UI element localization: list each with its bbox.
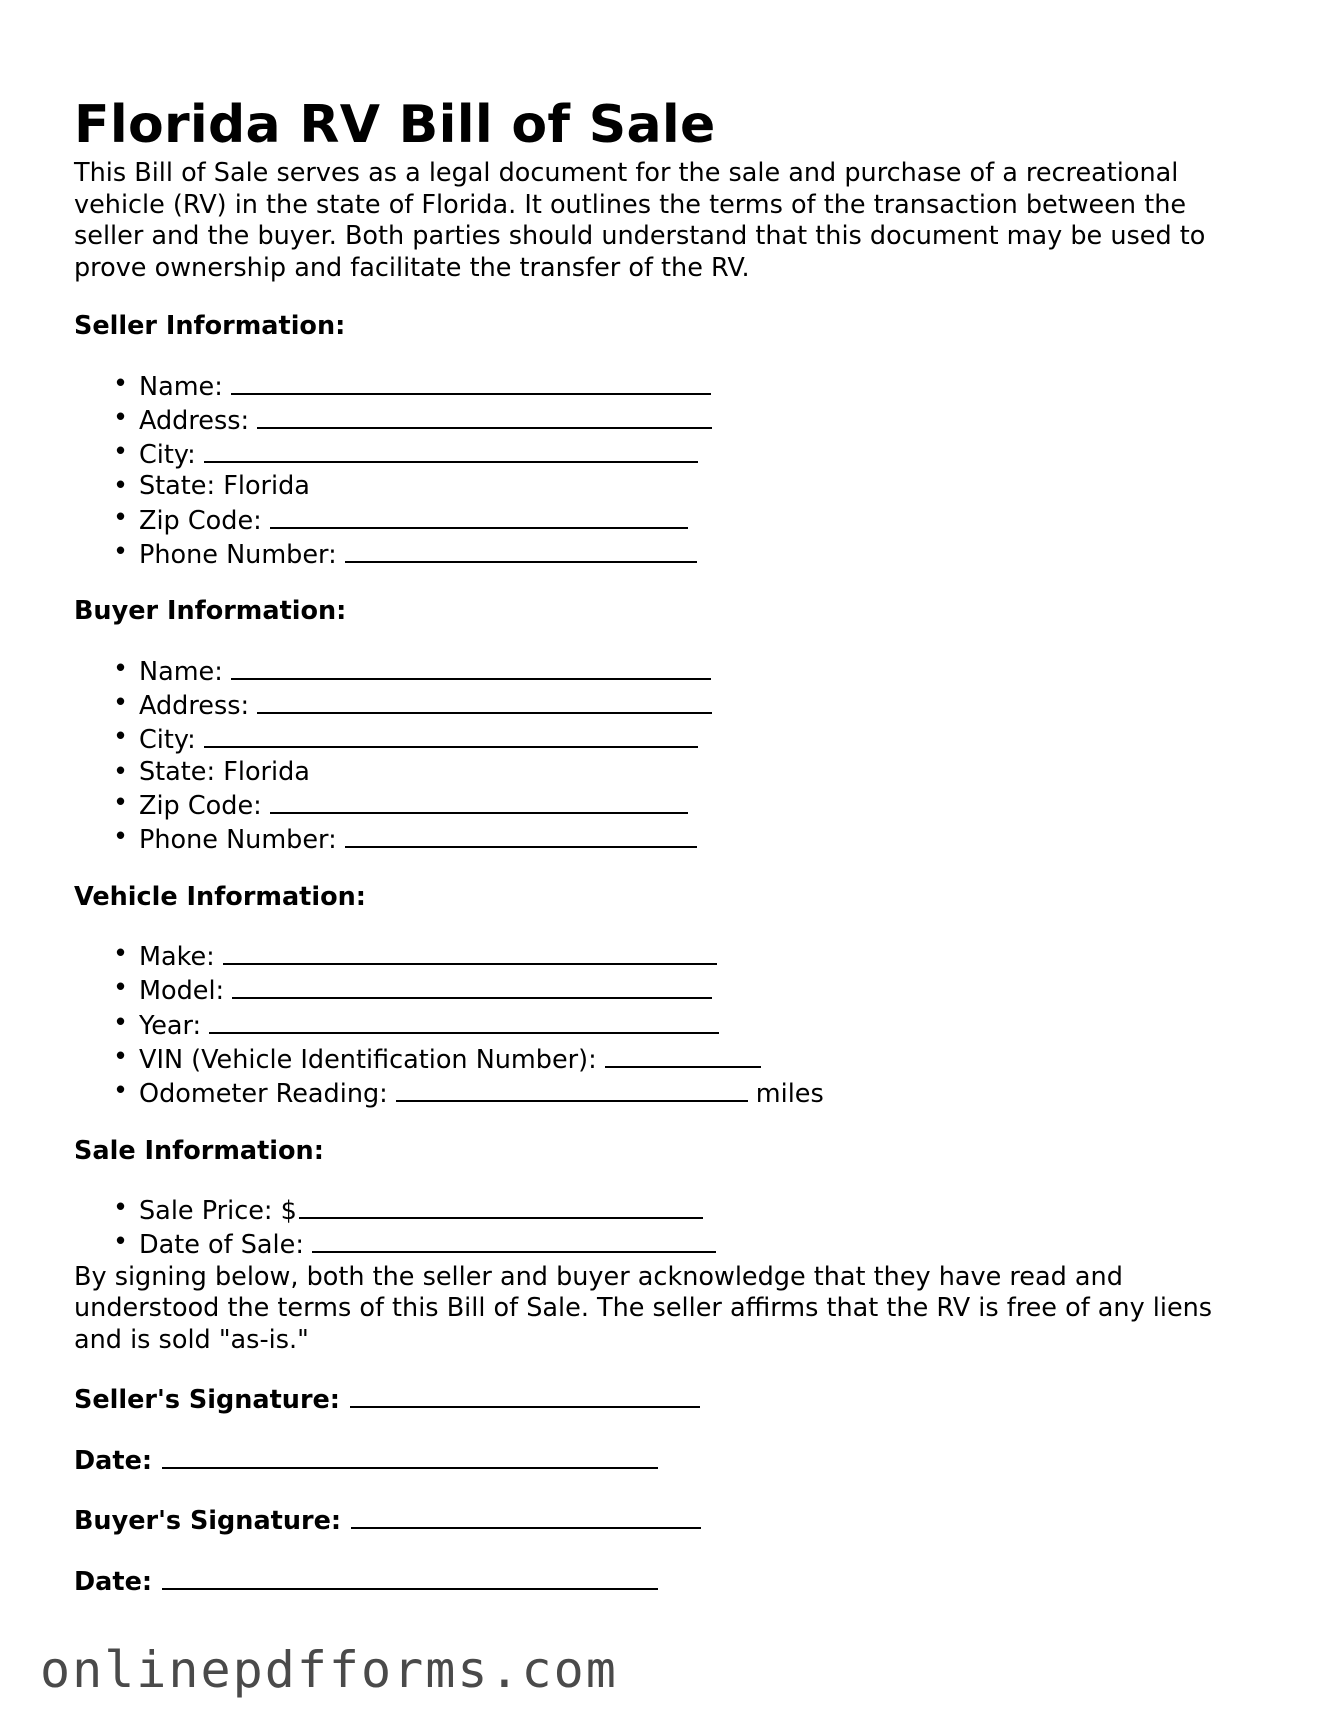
- seller-name-field: • Name:: [139, 369, 1254, 403]
- sale-section-heading: Sale Information:: [74, 1135, 324, 1166]
- sale-field-list: [74, 1193, 1254, 1262]
- seller-signature-blank[interactable]: [350, 1382, 700, 1408]
- vehicle-odometer-blank[interactable]: [396, 1076, 748, 1102]
- intro-paragraph: This Bill of Sale serves as a legal document for the sale and purchase of a recreational vehicle (RV) in the state of Florida. It outlines the terms of the transaction between the seller and the buyer. Both parties should understand that this document may be used to prove ownership and facilitate the transfer of the RV.: [74, 158, 1206, 283]
- vehicle-vin-field: • VIN (Vehicle Identification Number):: [139, 1042, 1254, 1076]
- seller-address-blank[interactable]: [257, 403, 712, 429]
- document-body: [74, 92, 1254, 1598]
- seller-zip-blank[interactable]: [270, 503, 688, 529]
- seller-field-list: [74, 369, 1254, 572]
- buyer-address-blank[interactable]: [257, 688, 712, 714]
- seller-phone-field: • Phone Number:: [139, 537, 1254, 571]
- buyer-signature-blank[interactable]: [351, 1503, 701, 1529]
- acknowledgement-paragraph: By signing below, both the seller and buyer acknowledge that they have read and understood the terms of this Bill of Sale. The seller affirms that the RV is free of any liens and is sold "as-is.": [74, 1261, 1213, 1355]
- seller-city-blank[interactable]: [204, 437, 698, 463]
- sale-date-blank[interactable]: [312, 1227, 716, 1253]
- vehicle-vin-blank[interactable]: [605, 1042, 761, 1068]
- seller-signature-line: Seller's Signature:: [74, 1382, 1254, 1417]
- seller-zip-field: • Zip Code:: [139, 503, 1254, 537]
- vehicle-section-heading: Vehicle Information:: [74, 881, 366, 912]
- document-title: Florida RV Bill of Sale: [74, 95, 716, 155]
- buyer-signature-line: Buyer's Signature:: [74, 1503, 1254, 1538]
- seller-date-line: Date:: [74, 1443, 1254, 1478]
- vehicle-year-field: • Year:: [139, 1008, 1254, 1042]
- buyer-zip-blank[interactable]: [270, 788, 688, 814]
- vehicle-field-list: [74, 939, 1254, 1110]
- vehicle-make-field: • Make:: [139, 939, 1254, 973]
- vehicle-model-field: • Model:: [139, 973, 1254, 1007]
- vehicle-odometer-field: • Odometer Reading: miles: [113, 1076, 824, 1110]
- buyer-name-field: • Name:: [139, 654, 1254, 688]
- buyer-city-blank[interactable]: [204, 722, 698, 748]
- buyer-address-field: • Address:: [139, 688, 1254, 722]
- seller-phone-blank[interactable]: [345, 537, 697, 563]
- sale-price-blank[interactable]: [299, 1193, 703, 1219]
- buyer-date-blank[interactable]: [162, 1564, 658, 1590]
- buyer-phone-blank[interactable]: [345, 822, 697, 848]
- vehicle-model-blank[interactable]: [232, 973, 712, 999]
- buyer-field-list: [74, 654, 1254, 857]
- buyer-zip-field: • Zip Code:: [139, 788, 1254, 822]
- buyer-state-field: • State: Florida: [113, 756, 310, 787]
- seller-date-blank[interactable]: [162, 1443, 658, 1469]
- vehicle-year-blank[interactable]: [209, 1008, 719, 1034]
- seller-city-field: • City:: [139, 437, 1254, 471]
- seller-address-field: • Address:: [139, 403, 1254, 437]
- buyer-date-line: Date:: [74, 1564, 1254, 1599]
- vehicle-make-blank[interactable]: [223, 939, 717, 965]
- buyer-section-heading: Buyer Information:: [74, 596, 347, 627]
- buyer-phone-field: • Phone Number:: [139, 822, 1254, 856]
- seller-name-blank[interactable]: [231, 369, 711, 395]
- seller-state-field: • State: Florida: [113, 471, 310, 502]
- buyer-name-blank[interactable]: [231, 654, 711, 680]
- seller-section-heading: Seller Information:: [74, 311, 346, 341]
- site-watermark: onlinepdfforms.com: [40, 1641, 618, 1699]
- sale-date-field: • Date of Sale:: [139, 1227, 1254, 1261]
- buyer-city-field: • City:: [139, 722, 1254, 756]
- sale-price-field: • Sale Price: $: [139, 1193, 1254, 1227]
